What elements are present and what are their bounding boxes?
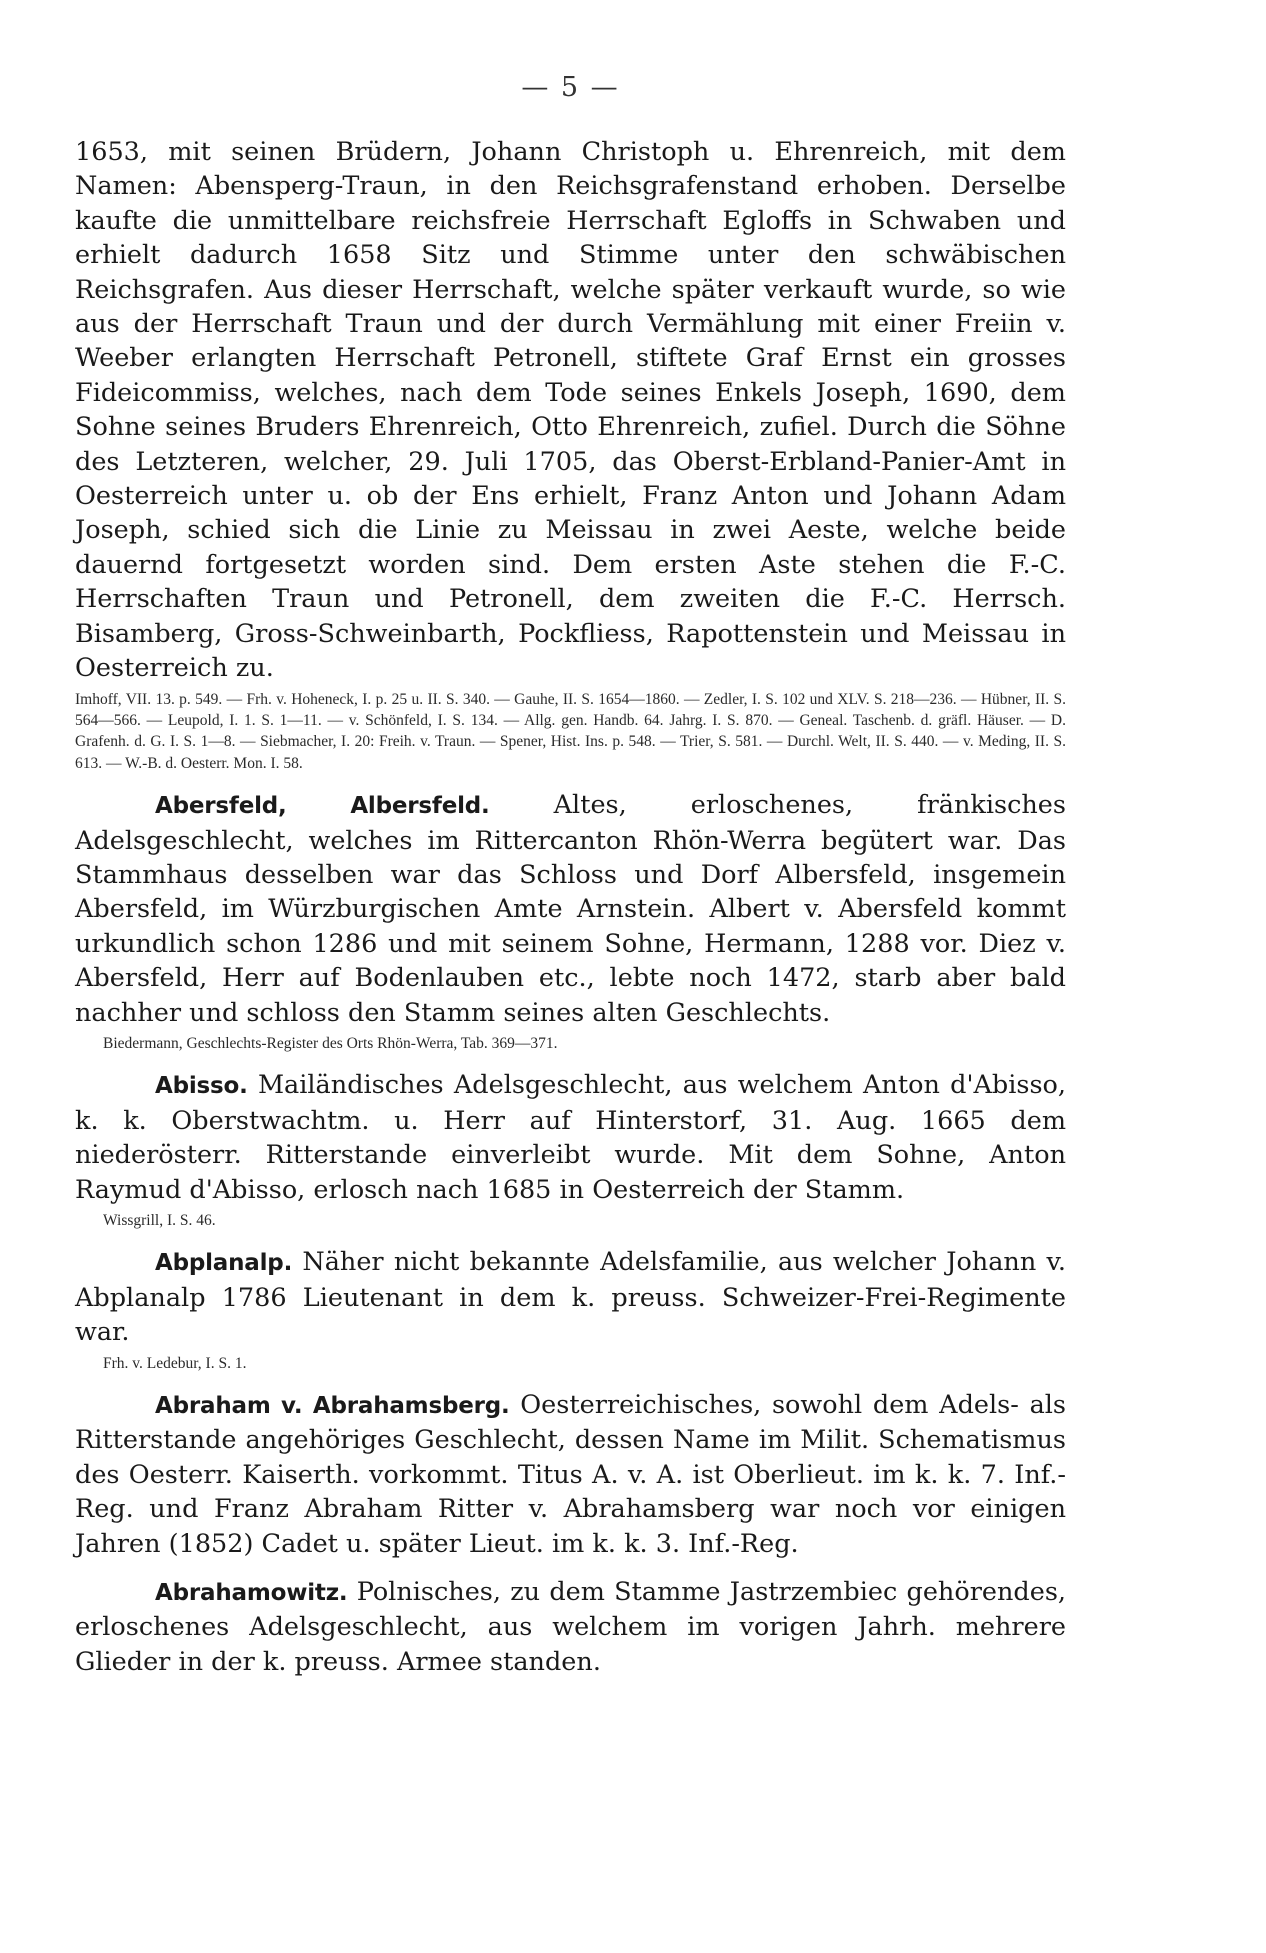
entry-text (75, 1575, 1066, 1679)
entry-headword: Abrahamowitz. (155, 1580, 348, 1607)
page-number: — 5 — (521, 72, 620, 103)
entry-abrahamowitz (75, 1575, 1066, 1679)
continuation-text: 1653, mit seinen Brüdern, Johann Christoph u. Ehrenreich, mit dem Namen: Abensperg-Traun, in den Reichsgrafenstand erhoben. Derselbe kaufte die unmittelbare reichsfreie Herrschaft Egloffs in Schwaben und erhielt dadurch 1658 Sitz und Stimme unter den schwäbischen Reichsgrafen. Aus dieser Herrschaft, welche später verkauft wurde, so wie aus der Herrschaft Traun und der durch Vermählung mit einer Freiin v. Weeber erlangten Herrschaft Petronell, stiftete Graf Ernst ein grosses Fideicommiss, welches, nach dem Tode seines Enkels Joseph, 1690, dem Sohne seines Bruders Ehrenreich, Otto Ehrenreich, zufiel. Durch die Söhne des Letzteren, welcher, 29. Juli 1705, das Oberst-Erbland-Panier-Amt in Oesterreich unter u. ob der Ens erhielt, Franz Anton und Johann Adam Joseph, schied sich die Linie zu Meissau in zwei Aeste, welche beide dauernd fortgesetzt worden sind. Dem ersten Aste stehen die F.-C. Herrschaften Traun und Petronell, dem zweiten die F.-C. Herrsch. Bisamberg, Gross-Schweinbarth, Pockfliess, Rapottenstein und Meissau in Oesterreich zu. (75, 137, 1066, 684)
entry-text (75, 1388, 1066, 1561)
entry-body: Polnisches, zu dem Stamme Jastrzembiec gehörendes, erloschenes Adelsgeschlecht, aus welchem im vorigen Jahrh. mehrere Glieder in der k. preuss. Armee standen. (75, 1577, 1067, 1677)
entry-text (75, 788, 1066, 1030)
entry-headword: Abplanalp. (155, 1250, 293, 1277)
entry-abraham-v-abrahamsberg (75, 1388, 1066, 1561)
continuation-references: Imhoff, VII. 13. p. 549. — Frh. v. Hoheneck, I. p. 25 u. II. S. 340. — Gauhe, II. S. 1654—1860. — Zedler, I. S. 102 und XLV. S. 218—236. — Hübner, II. S. 564—566. — Leupold, I. 1. S. 1—11. — v. Schönfeld, I. S. 134. — Allg. gen. Handb. 64. Jahrg. I. S. 870. — Geneal. Taschenb. d. gräfl. Häuser. — D. Grafenh. d. G. I. S. 1—8. — Siebmacher, I. 20: Freih. v. Traun. — Spener, Hist. Ins. p. 548. — Trier, S. 581. — Durchl. Welt, II. S. 440. — v. Meding, II. S. 613. — W.-B. d. Oesterr. Mon. I. 58. (75, 690, 1066, 772)
entry-text (75, 1245, 1066, 1349)
entry-abplanalp (75, 1245, 1066, 1374)
entry-headword: Abraham v. Abrahamsberg. (155, 1393, 510, 1420)
entry-body: Näher nicht bekannte Adelsfamilie, aus welcher Johann v. Abplanalp 1786 Lieutenant in dem k. preuss. Schweizer-Frei-Regimente war. (75, 1247, 1067, 1348)
entry-body: Oesterreichisches, sowohl dem Adels- als Ritterstande angehöriges Geschlecht, dessen Name im Milit. Schematismus des Oesterr. Kaiserth. vorkommt. Titus A. v. A. ist Oberlieut. im k. k. 7. Inf.-Reg. und Franz Abraham Ritter v. Abrahamsberg war noch vor einigen Jahren (1852) Cadet u. später Lieut. im k. k. 3. Inf.-Reg. (75, 1390, 1067, 1559)
entry-abisso (75, 1068, 1066, 1231)
entry-references: Frh. v. Ledebur, I. S. 1. (103, 1354, 247, 1372)
entry-abersfeld (75, 788, 1066, 1054)
entry-headword: Abersfeld, Albersfeld. (155, 793, 490, 820)
entry-text (75, 1068, 1066, 1207)
entry-references: Wissgrill, I. S. 46. (103, 1212, 216, 1229)
entry-continuation (75, 135, 1066, 774)
entry-body: Mailändisches Adelsgeschlecht, aus welchem Anton d'Abisso, k. k. Oberstwachtm. u. Herr auf Hinterstorf, 31. Aug. 1665 dem niederösterr. Ritterstande einverleibt wurde. Mit dem Sohne, Anton Raymud d'Abisso, erlosch nach 1685 in Oesterreich der Stamm. (75, 1070, 1066, 1205)
entry-headword: Abisso. (155, 1073, 248, 1100)
entry-body: Altes, erloschenes, fränkisches Adelsgeschlecht, welches im Rittercanton Rhön-Werra begütert war. Das Stammhaus desselben war das Schloss und Dorf Albersfeld, insgemein Abersfeld, im Würzburgischen Amte Arnstein. Albert v. Abersfeld kommt urkundlich schon 1286 und mit seinem Sohne, Hermann, 1288 vor. Diez v. Abersfeld, Herr auf Bodenlauben etc., lebte noch 1472, starb aber bald nachher und schloss den Stamm seines alten Geschlechts. (75, 790, 1066, 1028)
entry-references: Biedermann, Geschlechts-Register des Orts Rhön-Werra, Tab. 369—371. (103, 1034, 558, 1052)
